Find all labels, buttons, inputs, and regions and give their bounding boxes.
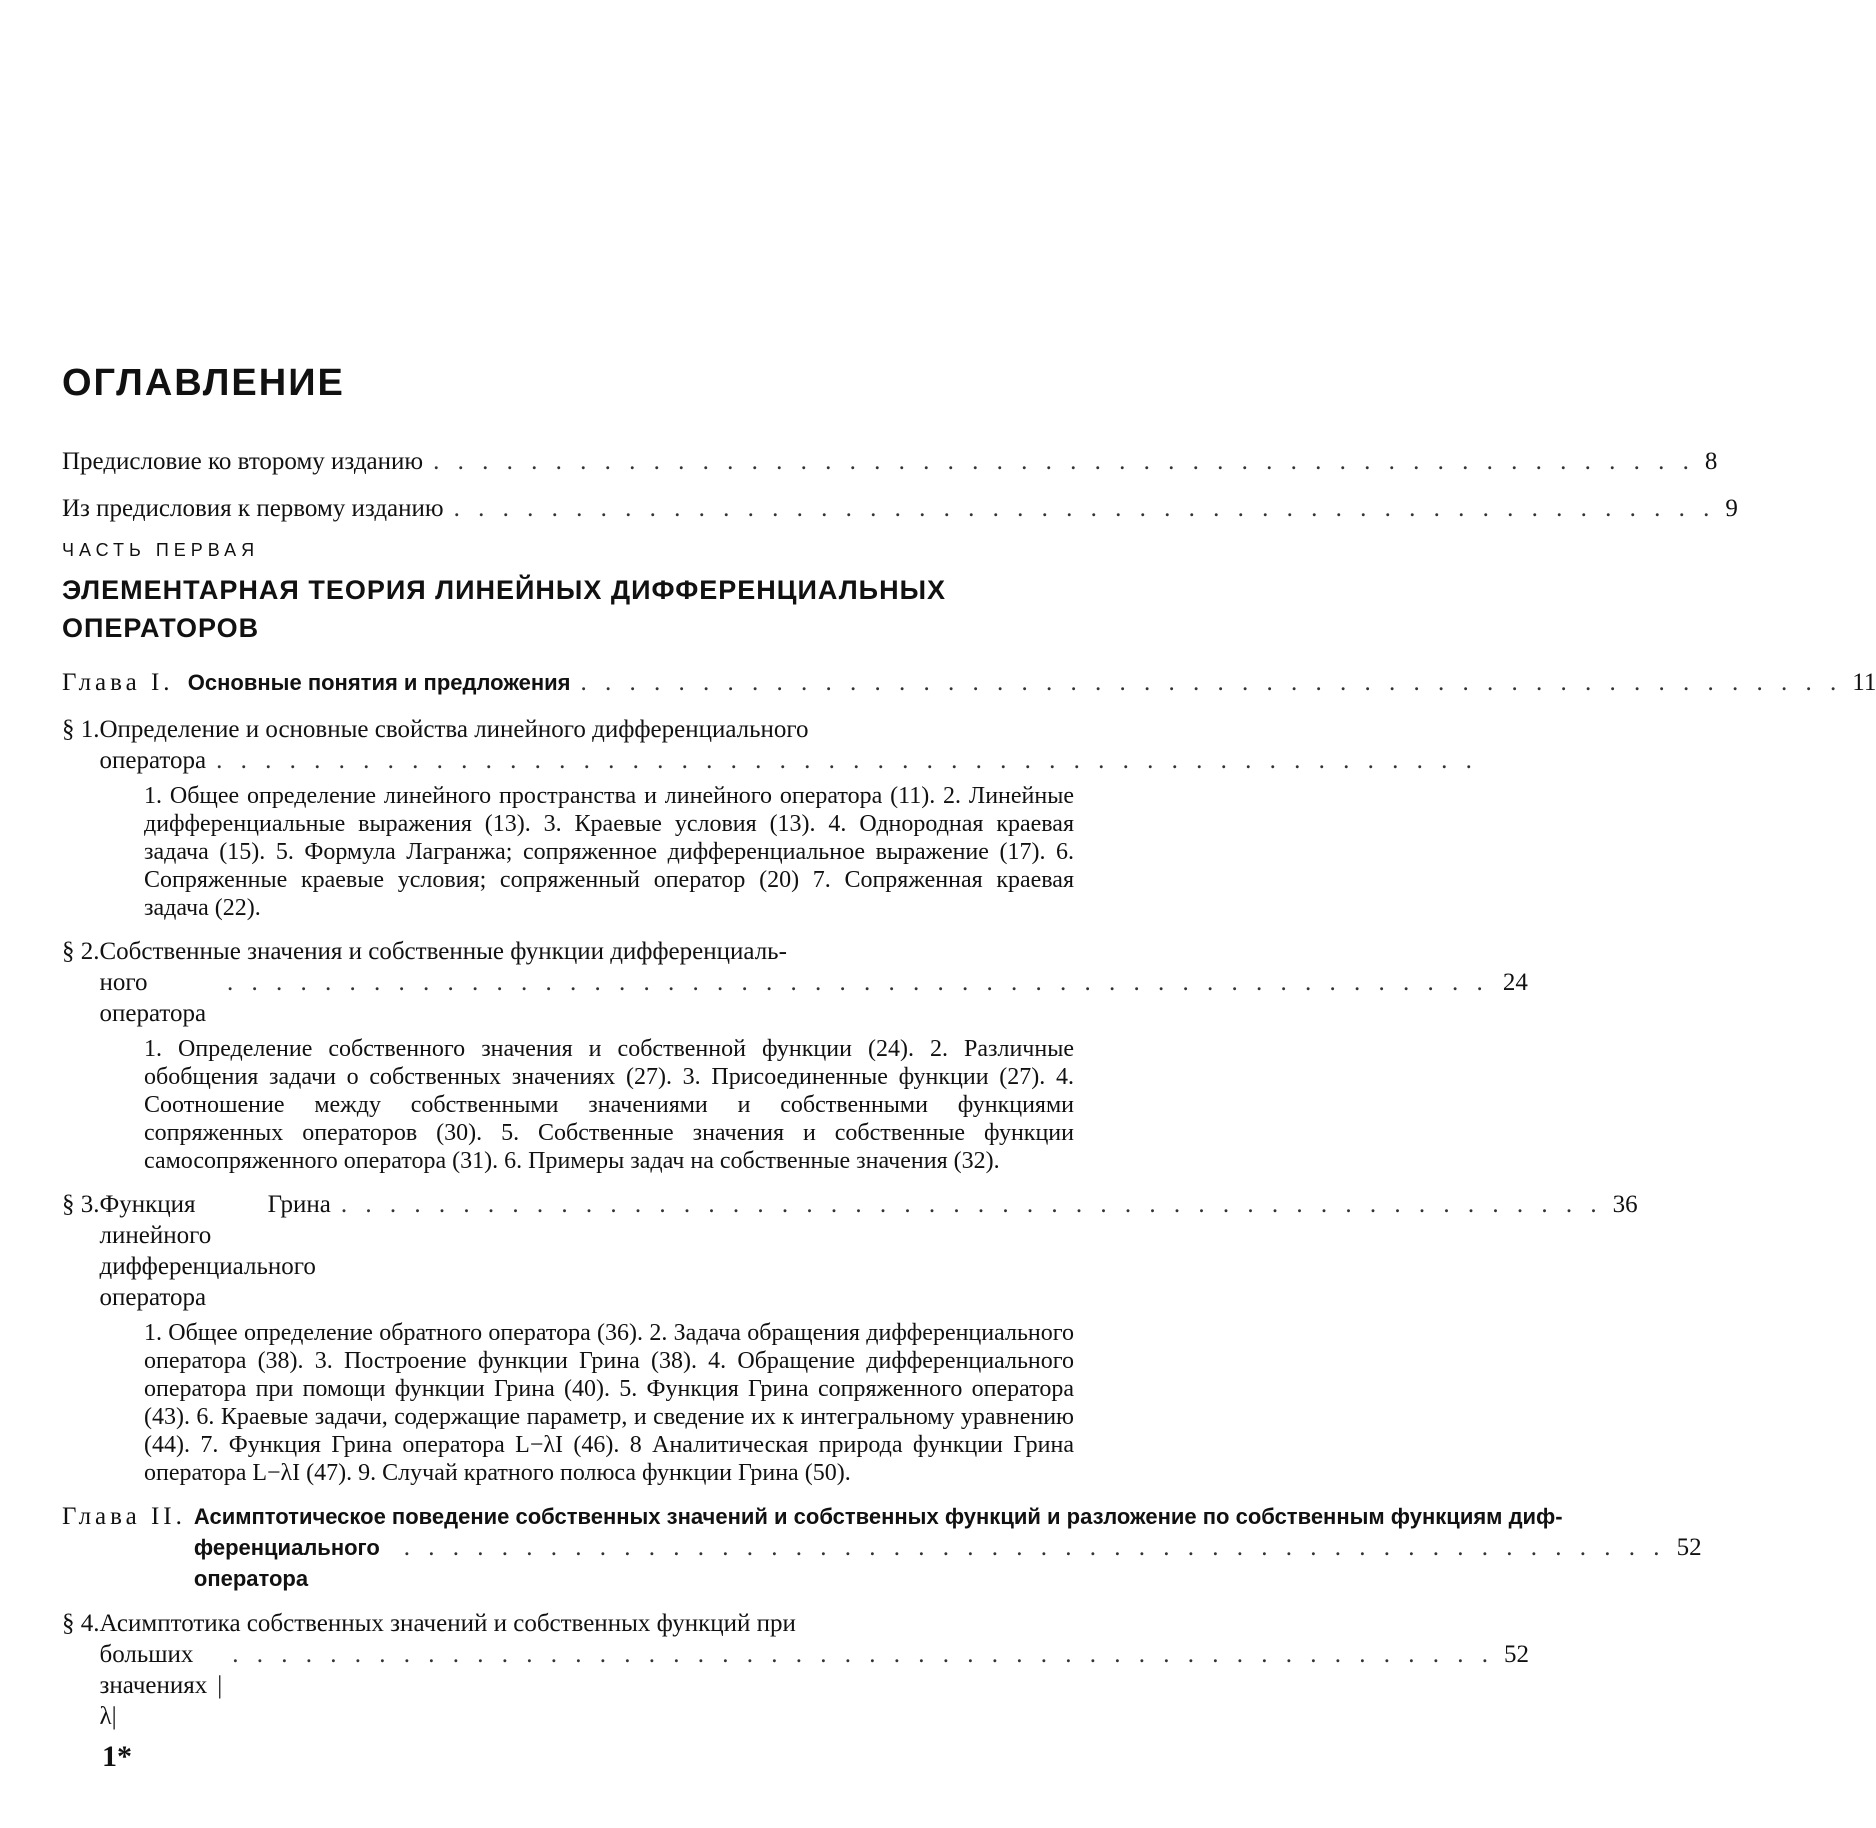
- dot-leader: . . . . . . . . . . . . . . . . . . . . . . . . . . . . . . . . . . . . . . . . . . . . . . . . . . . .: [454, 493, 1716, 524]
- section-title-line1: Определение и основные свойства линейного дифференциального: [100, 714, 1528, 745]
- entry-label: Из предисловия к первому изданию: [62, 493, 444, 524]
- entry-page: 52: [1504, 1639, 1529, 1670]
- section-title-line2: оператора: [100, 745, 207, 776]
- chapter-prefix: Глава II.: [62, 1501, 186, 1594]
- section-number: § 4.: [62, 1608, 100, 1732]
- part-label: ЧАСТЬ ПЕРВАЯ: [62, 540, 1152, 561]
- section-number: § 3.: [62, 1189, 100, 1313]
- toc-page: [62, 0, 1152, 1828]
- dot-leader: . . . . . . . . . . . . . . . . . . . . . . . . . . . . . . . . . . . . . . . . . . . . . . . . . . . .: [216, 745, 1478, 776]
- section-title: Функция Грина линейного дифференциального оператора: [100, 1189, 331, 1313]
- section-title-line2: больших значениях |λ|: [100, 1639, 223, 1732]
- dot-leader: . . . . . . . . . . . . . . . . . . . . . . . . . . . . . . . . . . . . . . . . . . . . . . . . . . . .: [341, 1189, 1603, 1220]
- signature-mark: 1*: [102, 1740, 132, 1774]
- section-3-subsections: 1. Общее определение обратного оператора (36). 2. Задача обращения дифференциального оператора (38). 3. Построение функции Грина (38). 4. Обращение дифференциального оператора при помощи функции Грина (40). 5. Функция Грина сопряженного оператора (43). 6. Краевые задачи, содержащие параметр, и сведение их к интегральному уравнению (44). 7. Функция Грина оператора L−λI (46). 8 Аналитическая природа функции Грина оператора L−λI (47). 9. Случай кратного полюса функции Грина (50).: [144, 1319, 1074, 1487]
- dot-leader: . . . . . . . . . . . . . . . . . . . . . . . . . . . . . . . . . . . . . . . . . . . . . . . . . . . .: [581, 667, 1843, 698]
- section-title-line2: ного оператора: [100, 967, 217, 1029]
- section-title-line1: Асимптотика собственных значений и собственных функций при: [100, 1608, 1530, 1639]
- toc-entry-section-1[interactable]: [62, 714, 1152, 776]
- entry-page: 8: [1705, 446, 1718, 477]
- section-title-line1: Собственные значения и собственные функции дифференциаль-: [100, 936, 1528, 967]
- toc-entry-section-4[interactable]: [62, 1608, 1152, 1732]
- chapter-title-line1: Асимптотическое поведение собственных значений и собственных функций и разложение по собственным функциям диф-: [194, 1501, 1702, 1532]
- toc-entry-chapter-2[interactable]: [62, 1501, 1152, 1594]
- entry-page: 52: [1676, 1532, 1702, 1563]
- part-title: ЭЛЕМЕНТАРНАЯ ТЕОРИЯ ЛИНЕЙНЫХ ДИФФЕРЕНЦИАЛЬНЫХ ОПЕРАТОРОВ: [62, 571, 1072, 647]
- section-number: § 2.: [62, 936, 100, 1029]
- entry-page: 24: [1499, 967, 1528, 998]
- page-title: ОГЛАВЛЕНИЕ: [62, 362, 345, 405]
- dot-leader: . . . . . . . . . . . . . . . . . . . . . . . . . . . . . . . . . . . . . . . . . . . . . . . . . . . .: [227, 967, 1489, 998]
- entry-page: 11: [1852, 667, 1876, 698]
- toc-entry-section-3[interactable]: [62, 1189, 1152, 1313]
- dot-leader: . . . . . . . . . . . . . . . . . . . . . . . . . . . . . . . . . . . . . . . . . . . . . . . . . . . .: [232, 1639, 1494, 1670]
- toc-entry-section-2[interactable]: [62, 936, 1152, 1029]
- entry-page: 9: [1725, 493, 1738, 524]
- dot-leader: . . . . . . . . . . . . . . . . . . . . . . . . . . . . . . . . . . . . . . . . . . . . . . . . . . . .: [404, 1532, 1666, 1563]
- toc-entry-chapter-1[interactable]: [62, 667, 1152, 698]
- dot-leader: . . . . . . . . . . . . . . . . . . . . . . . . . . . . . . . . . . . . . . . . . . . . . . . . . . . .: [433, 446, 1695, 477]
- section-2-subsections: 1. Определение собственного значения и собственной функции (24). 2. Различные обобщения задачи о собственных значениях (27). 3. Присоединенные функции (27). 4. Соотношение между собственными значениями и собственными функциями сопряженных операторов (30). 5. Собственные значения и собственные функции самосопряженного оператора (31). 6. Примеры задач на собственные значения (32).: [144, 1035, 1074, 1175]
- toc-entry-preface-first[interactable]: [62, 493, 1152, 524]
- table-of-contents: [62, 446, 1152, 1732]
- chapter-prefix: Глава I.: [62, 669, 174, 696]
- chapter-title: Основные понятия и предложения: [188, 670, 571, 695]
- entry-page: 36: [1613, 1189, 1638, 1220]
- entry-label: Предисловие ко второму изданию: [62, 446, 423, 477]
- section-number: § 1.: [62, 714, 100, 776]
- section-1-subsections: 1. Общее определение линейного пространства и линейного оператора (11). 2. Линейные дифференциальные выражения (13). 3. Краевые условия (13). 4. Однородная краевая задача (15). 5. Формула Лагранжа; сопряженное дифференциальное выражение (17). 6. Сопряженные краевые условия; сопряженный оператор (20) 7. Сопряженная краевая задача (22).: [144, 782, 1074, 922]
- toc-entry-preface-second[interactable]: [62, 446, 1152, 477]
- chapter-title-line2: ференциального оператора: [194, 1532, 394, 1594]
